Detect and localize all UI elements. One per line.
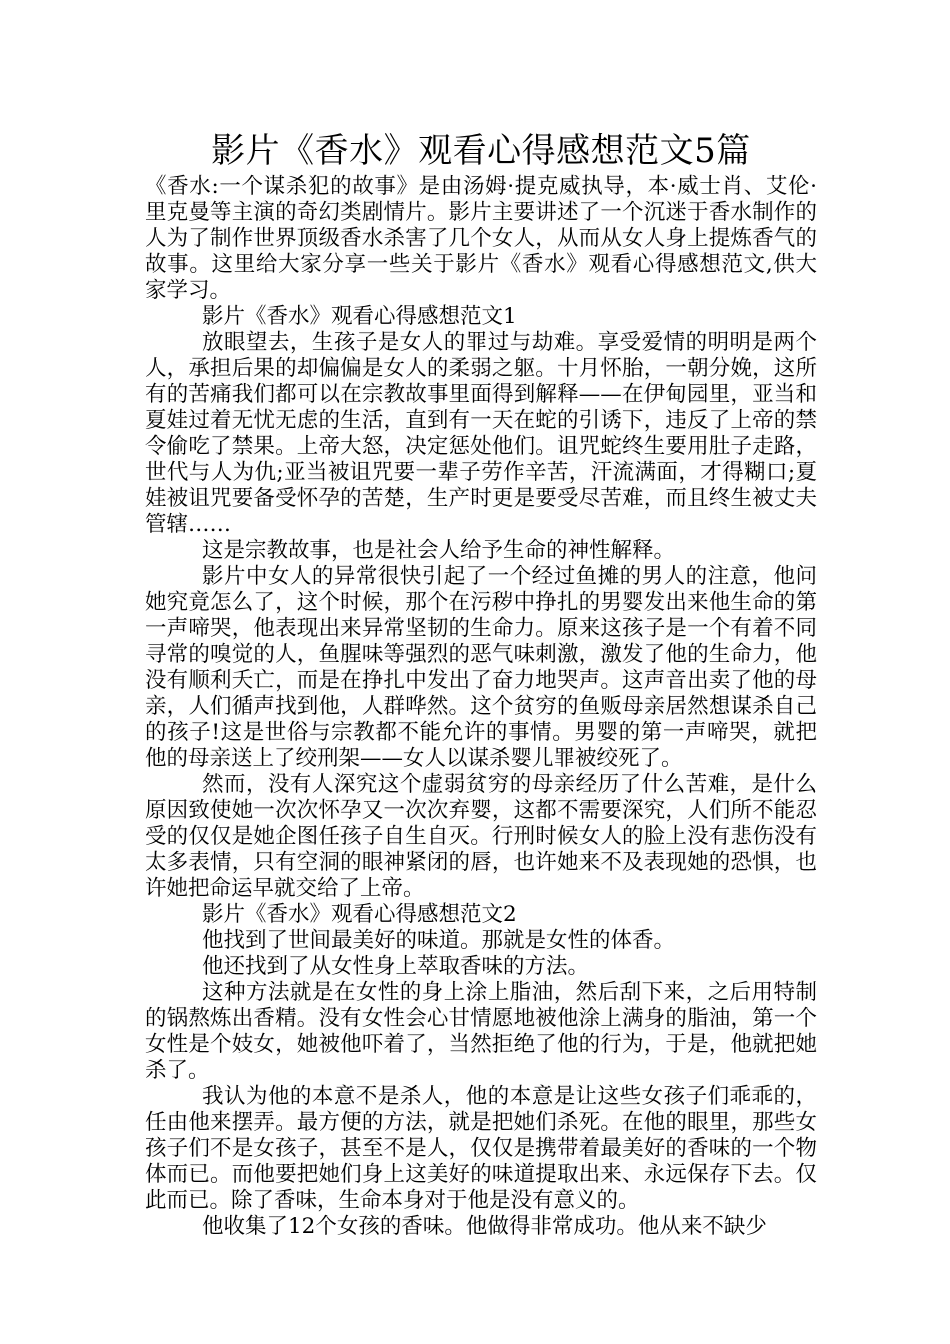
document-body: [145, 174, 817, 1240]
body-paragraph: 他找到了世间最美好的味道。那就是女性的体香。: [202, 928, 676, 953]
section-heading-2: 影片《香水》观看心得感想范文2: [202, 902, 517, 927]
intro-paragraph: 《香水:一个谋杀犯的故事》是由汤姆·提克威执导，本·威士肖、艾伦·里克曼等主演的奇幻类剧情片。影片主要讲述了一个沉迷于香水制作的人为了制作世界顶级香水杀害了几个女人，从而从女人身上提炼香气的故事。这里给大家分享一些关于影片《香水》观看心得感想范文,供大家学习。: [145, 174, 817, 303]
body-paragraph: 放眼望去，生孩子是女人的罪过与劫难。享受爱情的明明是两个人，承担后果的却偏偏是女人的柔弱之躯。十月怀胎，一朝分娩，这所有的苦痛我们都可以在宗教故事里面得到解释——在伊甸园里，亚当和夏娃过着无忧无虑的生活，直到有一天在蛇的引诱下，违反了上帝的禁令偷吃了禁果。上帝大怒，决定惩处他们。诅咒蛇终生要用肚子走路，世代与人为仇;亚当被诅咒要一辈子劳作辛苦，汗流满面，才得糊口;夏娃被诅咒要备受怀孕的苦楚，生产时更是要受尽苦难，而且终生被丈夫管辖……: [145, 330, 817, 537]
body-paragraph: 影片中女人的异常很快引起了一个经过鱼摊的男人的注意，他问她究竟怎么了，这个时候，那个在污秽中挣扎的男婴发出来他生命的第一声啼哭，他表现出来异常坚韧的生命力。原来这孩子是一个有着不同寻常的嗅觉的人，鱼腥味等强烈的恶气味刺激，激发了他的生命力，他没有顺利夭亡，而是在挣扎中发出了奋力地哭声。这声音出卖了他的母亲，人们循声找到他，人群哗然。这个贫穷的鱼贩母亲居然想谋杀自己的孩子!这是世俗与宗教都不能允许的事情。男婴的第一声啼哭，就把他的母亲送上了绞刑架——女人以谋杀婴儿罪被绞死了。: [145, 564, 817, 771]
body-paragraph: 然而，没有人深究这个虚弱贫穷的母亲经历了什么苦难，是什么原因致使她一次次怀孕又一次次弃婴，这都不需要深究，人们所不能忍受的仅仅是她企图任孩子自生自灭。行刑时候女人的脸上没有悲伤没有太多表情，只有空洞的眼神紧闭的唇，也许她来不及表现她的恐惧，也许她把命运早就交给了上帝。: [145, 772, 817, 901]
document-title: 影片《香水》观看心得感想范文5篇: [211, 131, 751, 171]
body-paragraph: 他还找到了从女性身上萃取香味的方法。: [202, 954, 590, 979]
body-paragraph: 我认为他的本意不是杀人，他的本意是让这些女孩子们乖乖的，任由他来摆弄。最方便的方法，就是把她们杀死。在他的眼里，那些女孩子们不是女孩子，甚至不是人，仅仅是携带着最美好的香味的一个物体而已。而他要把她们身上这美好的味道提取出来、永远保存下去。仅此而已。除了香味，生命本身对于他是没有意义的。: [145, 1084, 817, 1213]
document-page: [145, 128, 817, 1240]
body-paragraph: 这种方法就是在女性的身上涂上脂油，然后刮下来，之后用特制的锅熬炼出香精。没有女性会心甘情愿地被他涂上满身的脂油，第一个女性是个妓女，她被他吓着了，当然拒绝了他的行为，于是，他就把她杀了。: [145, 980, 817, 1083]
body-paragraph-truncated: 他收集了12个女孩的香味。他做得非常成功。他从来不缺少: [202, 1214, 767, 1239]
section-heading-1: 影片《香水》观看心得感想范文1: [202, 304, 517, 329]
body-paragraph: 这是宗教故事，也是社会人给予生命的神性解释。: [202, 538, 676, 563]
